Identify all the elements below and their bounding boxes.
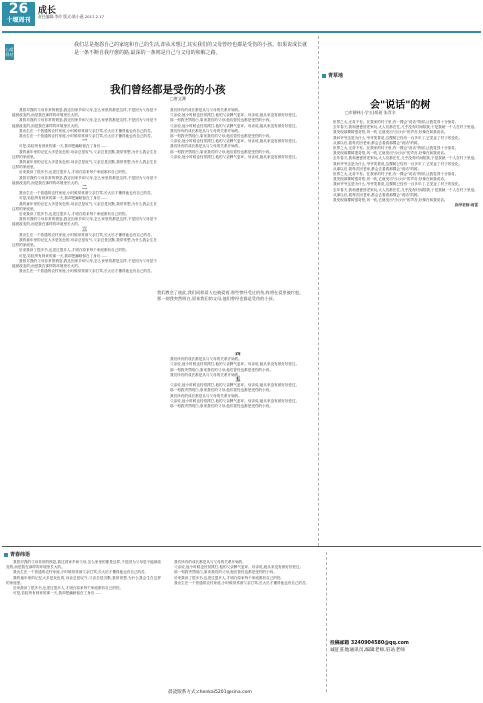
article-paragraph: 我的童年里的记忆大多是灰色的,母亲总是叹气,父亲总是沉默,我常常想,为什么我会生在这样的家庭里。: [12, 149, 157, 159]
right-paragraph: 去年春天,我和爸爸回老家玩,大人们都在忙,几乎没有时间陪我,于是我就一个人在村子里逛。: [333, 156, 478, 161]
article-paragraph: 父亲说,他小时候也经常挨打,他的父亲脾气更坏。母亲说,她从来没有被好好爱过。: [170, 383, 300, 388]
article-paragraph: 我的童年里的记忆大多是灰色的,母亲总是叹气,父亲总是沉默,我常常想,为什么我会生在这样的家庭里。: [12, 201, 157, 211]
right-paragraph: 世界之大,无奇不有。在我家的村子里,有一棵会"说话"的树,让我觉得十分惊奇。: [333, 172, 459, 177]
article-paragraph: 我们所有的成长都是从与父母的关系开始的。: [170, 128, 242, 133]
editor-meta: 责任编辑:李玲 版式:陈小燕 2017.2.17: [38, 14, 105, 19]
article-paragraph: 那一刻我突然明白,原来我们的父母,他们曾经也都是受伤的小孩。: [170, 118, 273, 123]
right-article-body: [326, 120, 478, 545]
right-paragraph: 我发现那棵树很奇怪,风一吹,它就发出"沙沙沙"的声音,好像在和我说话。: [333, 130, 448, 135]
article-paragraph: 后来我读了很多书,也见过很多人,才明白原来每个家庭都有自己的伤。: [19, 170, 130, 175]
pull-quote: [150, 290, 318, 348]
right-paragraph: 从那以后,我每次回老家,都会去看看那棵会"说话"的树。: [333, 166, 422, 171]
bottom-paragraph: 我出生在一个普通的农村家庭,小时候常常被父亲打骂,长大后才懂得他也有自己的苦。: [13, 570, 149, 575]
article-paragraph: 那一刻我突然明白,原来我们的父母,他们曾经也都是受伤的小孩。: [170, 134, 273, 139]
bottom-paragraph: 后来我读了很多书,也见过很多人,才明白原来每个家庭都有自己的伤。: [13, 586, 124, 591]
article-paragraph: 父亲说,他小时候也经常挨打,他的父亲脾气更坏。母亲说,她从来没有被好好爱过。: [170, 362, 300, 367]
article-paragraph: 那一刻我突然明白,原来我们的父母,他们曾经也都是受伤的小孩。: [170, 388, 273, 393]
bottom-paragraph: 父亲说,他小时候也经常挨打,他的父亲脾气更坏。母亲说,她从来没有被好好爱过。: [174, 565, 304, 570]
article-paragraph: 可是,彩虹终有到来的那一天,我却把幽暗留在了身后……: [19, 144, 108, 149]
article-mid-column-top: [163, 108, 313, 288]
article-left-column: [12, 108, 157, 546]
bottom-column-1: [6, 560, 161, 684]
right-section-tag: [322, 72, 343, 79]
article-paragraph: 我曾对我的父母非常的愤怒,我还因家乡和父母,怎么家里的都是这样,不是因为父母是不能被改变的,而是我在那样的环境里长大的。: [12, 118, 157, 128]
teacher-credit: 指导老师:周雷: [455, 203, 478, 208]
publication-name: 十堰周刊: [6, 17, 31, 24]
right-paragraph: 我问爷爷这是为什么,爷爷笑着说,这棵树已经有一百多年了,它见证了村子的变化。: [333, 135, 463, 140]
pull-quote-text: 我们教会了彼此,我们同样爱人也被爱着,那些曾经受过的伤,终将在爱里被疗愈。: [157, 290, 304, 295]
right-paragraph: 世界之大,无奇不有。在我家的村子里,有一棵会"说话"的树,让我觉得十分惊奇。: [333, 146, 459, 151]
article-paragraph: 父亲说,他小时候也经常挨打,他的父亲脾气更坏。母亲说,她从来没有被好好爱过。: [170, 398, 300, 403]
article-paragraph: 我出生在一个普通的农村家庭,小时候常常被父亲打骂,长大后才懂得他也有自己的苦。: [19, 191, 155, 196]
bottom-paragraph: 我的童年里的记忆大多是灰色的,母亲总是叹气,父亲总是沉默,我常常想,为什么我会生在这样的家庭里。: [6, 575, 161, 585]
column-divider: [318, 36, 319, 546]
right-article-title: 会"说话"的树: [370, 100, 431, 111]
article-title: 我们曾经都是受伤的小孩: [110, 84, 226, 96]
bottom-paragraph: 我们所有的成长都是从与父母的关系开始的。: [174, 560, 246, 564]
article-paragraph: 我们所有的成长都是从与父母的关系开始的。: [170, 372, 242, 377]
article-paragraph: 可是,彩虹终有到来的那一天,我却把幽暗留在了身后……: [19, 196, 108, 201]
right-paragraph: 我发现那棵树很奇怪,风一吹,它就发出"沙沙沙"的声音,好像在和我说话。: [333, 151, 448, 156]
right-paragraph: 去年春天,我和爸爸回老家玩,大人们都在忙,几乎没有时间陪我,于是我就一个人在村子里逛。: [333, 187, 478, 192]
section-marker: 二: [81, 185, 88, 192]
article-paragraph: 我们所有的成长都是从与父母的关系开始的。: [170, 357, 242, 362]
article-paragraph: 我出生在一个普通的农村家庭,小时候常常被父亲打骂,长大后才懂得他也有自己的苦。: [19, 232, 155, 237]
article-paragraph: 那一刻我突然明白,原来我们的父母,他们曾经也都是受伤的小孩。: [170, 149, 273, 154]
article-paragraph: 我们所有的成长都是从与父母的关系开始的。: [170, 108, 242, 112]
section-marker: 四: [235, 352, 241, 357]
right-paragraph: 我问爷爷这是为什么,爷爷笑着说,这棵树已经有一百多年了,它见证了村子的变化。: [333, 182, 463, 187]
right-section-label: 青草地: [328, 73, 344, 79]
right-paragraph: 我问爷爷这是为什么,爷爷笑着说,这棵树已经有一百多年了,它见证了村子的变化。: [333, 161, 463, 166]
contribution-notice: [330, 640, 480, 696]
column-title: 成长: [38, 6, 57, 16]
article-paragraph: 那一刻我突然明白,原来我们的父母,他们曾经也都是受伤的小孩。: [170, 367, 273, 372]
submission-email: 投稿邮箱 3240904580@qq.com: [330, 641, 409, 646]
right-paragraph: 从那以后,我每次回老家,都会去看看那棵会"说话"的树。: [333, 140, 422, 145]
article-paragraph: 我曾对我的父母非常的愤怒,我还因家乡和父母,怎么家里的都是这样,不是因为父母是不能被改变的,而是我在那样的环境里长大的。: [12, 175, 157, 185]
article-paragraph: 父亲说,他小时候也经常挨打,他的父亲脾气更坏。母亲说,她从来没有被好好爱过。: [170, 113, 300, 118]
page-number: 26: [8, 1, 29, 17]
article-paragraph: 那一刻我突然明白,原来我们的父母,他们曾经也都是受伤的小孩。: [170, 404, 273, 409]
article-paragraph: 我的童年里的记忆大多是灰色的,母亲总是叹气,父亲总是沉默,我常常想,为什么我会生在这样的家庭里。: [12, 160, 157, 170]
recruitment-notice: 诚征驻地通讯员,编辑老师,驻站老师: [330, 648, 406, 653]
article-paragraph: 我出生在一个普通的农村家庭,小时候常常被父亲打骂,长大后才懂得他也有自己的苦。: [19, 269, 155, 274]
side-tag: 心晴驿站: [5, 44, 14, 60]
article-paragraph: 我出生在一个普通的农村家庭,小时候常常被父亲打骂,长大后才懂得他也有自己的苦。: [19, 128, 155, 133]
bottom-rule: [2, 546, 481, 547]
square-bullet-icon: [4, 553, 8, 557]
article-paragraph: 我曾对我的父母非常的愤怒,我还因家乡和父母,怎么家里的都是这样,不是因为父母是不能被改变的,而是我在那样的环境里长大的。: [12, 108, 157, 118]
bottom-paragraph: 我曾对我的父母非常的愤怒,我还因家乡和父母,怎么家里的都是这样,不是因为父母是不能被改变的,而是我在那样的环境里长大的。: [6, 560, 161, 570]
bottom-divider: [326, 552, 327, 692]
contact-info: 晨読版系方式:chenkai5201@sina.com: [168, 690, 252, 695]
header-rule: [2, 31, 481, 33]
article-paragraph: 我们所有的成长都是从与父母的关系开始的。: [170, 393, 242, 398]
article-paragraph: 我出生在一个普通的农村家庭,小时候常常被父亲打骂,长大后才懂得他也有自己的苦。: [19, 134, 155, 139]
right-paragraph: 从那以后,我每次回老家,都会去看看那棵会"说话"的树。: [333, 192, 422, 197]
bottom-paragraph: 那一刻我突然明白,原来我们的父母,他们曾经也都是受伤的小孩。: [174, 570, 277, 575]
pull-quote-text: 那一刻我突然明白,原来我们的父母,他们曾经也都是受伤的小孩。: [157, 296, 277, 301]
article-byline: □唐文渊: [170, 96, 186, 101]
section-marker: 五: [235, 377, 241, 384]
bottom-column-2: [167, 560, 322, 684]
article-paragraph: 我曾对我的父母非常的愤怒,我还因家乡和父母,怎么家里的都是这样,不是因为父母是不能被改变的,而是我在那样的环境里长大的。: [12, 258, 157, 269]
right-article-byline: □市柳林小学五(4)班 朱青辛: [345, 110, 396, 115]
bottom-section-tag: [4, 551, 30, 558]
right-paragraph: 去年春天,我和爸爸回老家玩,大人们都在忙,几乎没有时间陪我,于是我就一个人在村子里逛。: [333, 125, 478, 130]
right-paragraph: 世界之大,无奇不有。在我家的村子里,有一棵会"说话"的树,让我觉得十分惊奇。: [333, 120, 459, 124]
article-paragraph: 我们所有的成长都是从与父母的关系开始的。: [170, 144, 242, 149]
right-paragraph: 我发现那棵树很奇怪,风一吹,它就发出"沙沙沙"的声音,好像在和我说话。: [333, 198, 448, 203]
bottom-paragraph: 我出生在一个普通的农村家庭,小时候常常被父亲打骂,长大后才懂得他也有自己的苦。: [174, 580, 310, 585]
bottom-paragraph: 可是,彩虹终有到来的那一天,我却把幽暗留在了身后……: [13, 591, 102, 596]
intro-text: 我们总是抱怨自己的家庭和自己的生活,却从未想过,其实我们的父母曾经也都是受伤的小孩。如果说成长就是一条不断自我疗愈的路,最深的一条则是自己与父母的和解之路。: [74, 42, 308, 56]
section-marker: 一: [81, 138, 88, 145]
article-paragraph: 后来我读了很多书,也见过很多人,才明白原来每个家庭都有自己的伤。: [19, 212, 130, 217]
section-marker: 三: [81, 226, 88, 233]
article-mid-column-bottom: [163, 352, 313, 546]
square-bullet-icon: [322, 74, 326, 78]
article-paragraph: 后来我读了很多书,也见过很多人,才明白原来每个家庭都有自己的伤。: [19, 248, 130, 253]
article-paragraph: 父亲说,他小时候也经常挨打,他的父亲脾气更坏。母亲说,她从来没有被好好爱过。: [170, 139, 300, 144]
article-paragraph: 可是,彩虹终有到来的那一天,我却把幽暗留在了身后……: [19, 253, 108, 258]
bottom-section-label: 青春纬语: [10, 552, 31, 558]
page-number-badge: [2, 2, 35, 26]
article-paragraph: 父亲说,他小时候也经常挨打,他的父亲脾气更坏。母亲说,她从来没有被好好爱过。: [170, 123, 300, 128]
bottom-paragraph: 后来我读了很多书,也见过很多人,才明白原来每个家庭都有自己的伤。: [174, 575, 285, 580]
article-paragraph: 我的童年里的记忆大多是灰色的,母亲总是叹气,父亲总是沉默,我常常想,为什么我会生在这样的家庭里。: [12, 238, 157, 248]
article-paragraph: 我曾对我的父母非常的愤怒,我还因家乡和父母,怎么家里的都是这样,不是因为父母是不能被改变的,而是我在那样的环境里长大的。: [12, 217, 157, 227]
article-paragraph: 父亲说,他小时候也经常挨打,他的父亲脾气更坏。母亲说,她从来没有被好好爱过。: [170, 154, 300, 159]
right-paragraph: 我发现那棵树很奇怪,风一吹,它就发出"沙沙沙"的声音,好像在和我说话。: [333, 177, 448, 182]
